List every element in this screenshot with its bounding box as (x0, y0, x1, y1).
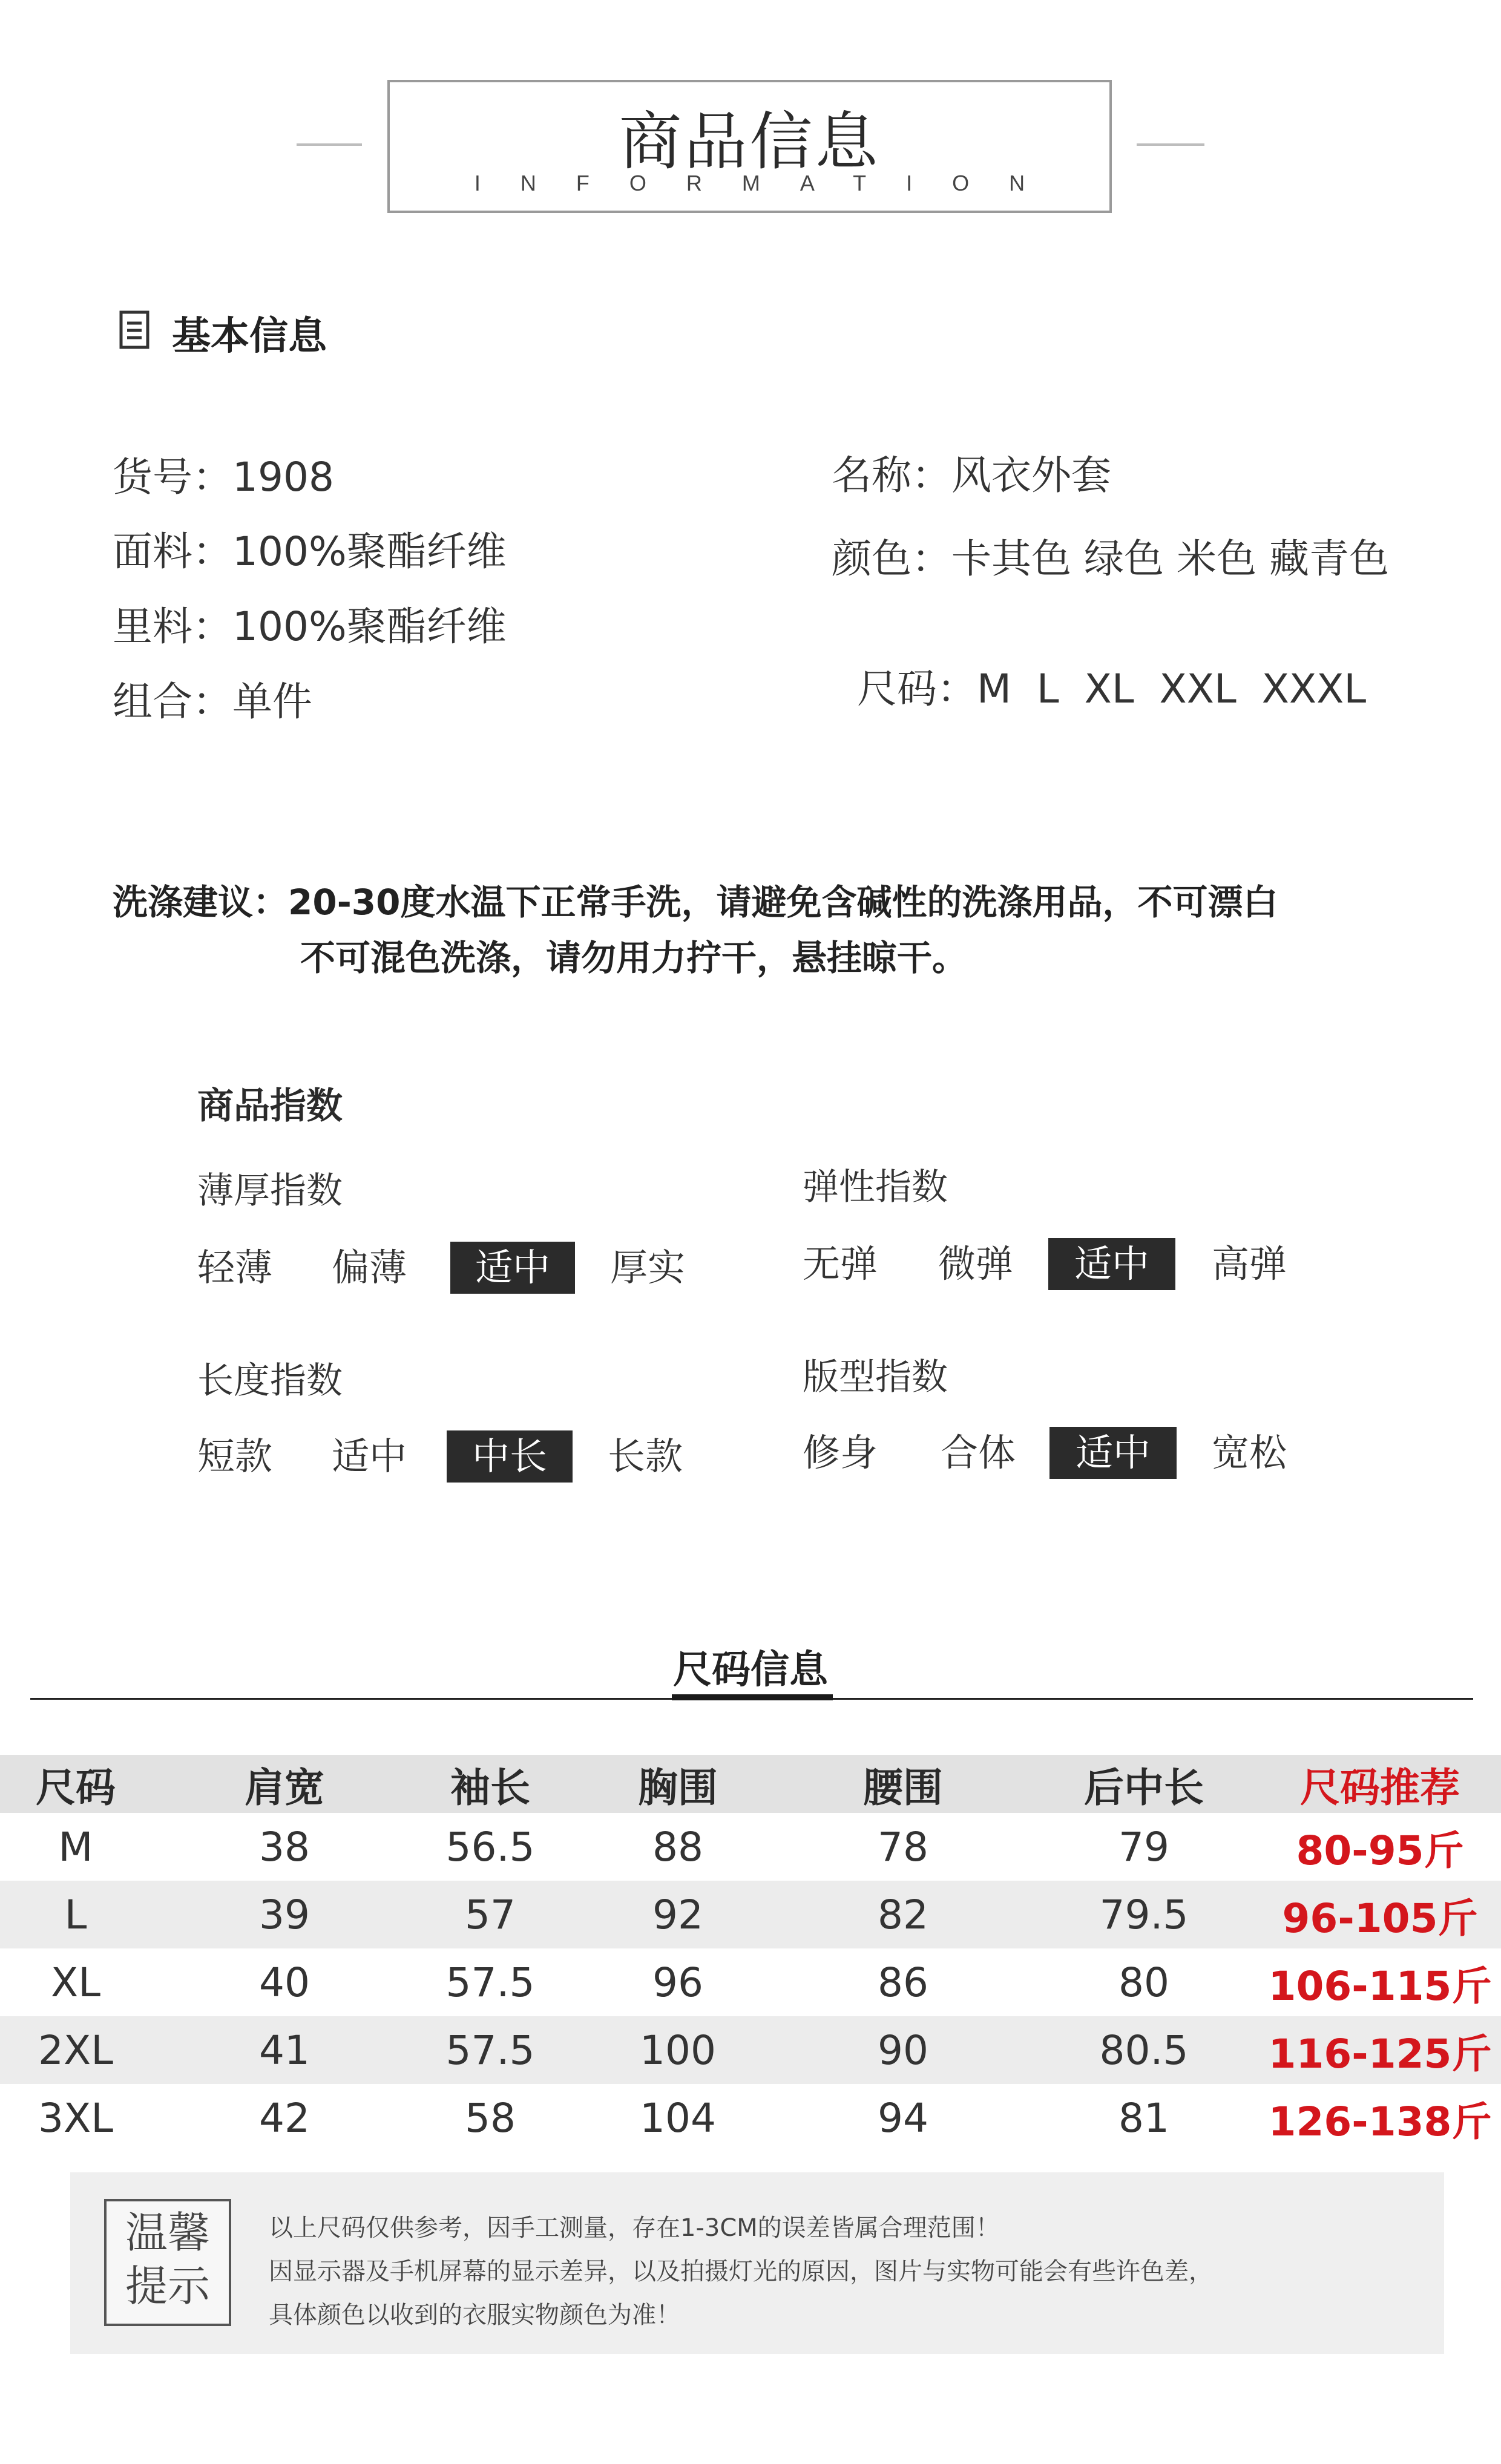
info-label: 尺码： (856, 666, 977, 712)
table-cell-recommend: 106-115斤 (1268, 1962, 1492, 2010)
info-label: 颜色： (832, 536, 951, 582)
table-header-cell-recommend: 尺码推荐 (1300, 1764, 1460, 1811)
info-item-lining (113, 594, 507, 652)
info-value: M L XL XXL XXXL (976, 666, 1367, 712)
size-info-title: 尺码信息 (673, 1648, 828, 1692)
table-cell: 57 (465, 1891, 516, 1938)
table-cell: 81 (1118, 2094, 1169, 2141)
document-icon (119, 310, 150, 350)
info-value: 风衣外套 (951, 452, 1111, 499)
index-option: 无弹 (803, 1242, 878, 1286)
table-cell: 2XL (38, 2027, 113, 2074)
table-cell: 39 (259, 1891, 310, 1938)
wash-label: 洗涤建议： (113, 882, 289, 923)
table-header-cell: 尺码 (36, 1764, 116, 1811)
table-cell-recommend: 80-95斤 (1296, 1827, 1464, 1874)
info-value: 100%聚酯纤维 (232, 528, 507, 575)
table-cell: 94 (878, 2094, 928, 2141)
index-option: 微弹 (938, 1242, 1014, 1286)
table-row (0, 2016, 1501, 2084)
size-table-header (0, 1755, 1501, 1813)
warm-tip-line: 具体颜色以收到的衣服实物颜色为准！ (269, 2301, 680, 2329)
index-option: 宽松 (1212, 1430, 1287, 1475)
warm-tip-line: 因显示器及手机屏幕的显示差异，以及拍摄灯光的原因，图片与实物可能会有些许色差， (269, 2258, 1213, 2285)
table-header-cell: 袖长 (450, 1764, 530, 1811)
info-item-fabric (113, 519, 507, 577)
table-header-cell: 胸围 (638, 1764, 718, 1811)
index-title: 商品指数 (197, 1085, 343, 1127)
table-cell: 92 (652, 1891, 703, 1938)
table-cell-recommend: 126-138斤 (1268, 2098, 1492, 2145)
table-cell: 96 (652, 1959, 703, 2006)
table-cell: 57.5 (445, 1959, 535, 2006)
table-cell: 79.5 (1099, 1891, 1189, 1938)
table-cell: 56.5 (445, 1823, 535, 1870)
basic-info-title: 基本信息 (172, 314, 327, 359)
table-cell: 38 (259, 1823, 310, 1870)
info-item-sku (113, 445, 334, 502)
index-option: 长款 (608, 1434, 683, 1478)
index-name-fit: 版型指数 (803, 1356, 948, 1398)
table-cell: M (58, 1823, 93, 1870)
info-value: 卡其色 绿色 米色 藏青色 (951, 536, 1389, 582)
index-option: 修身 (803, 1430, 878, 1475)
table-cell: 58 (465, 2094, 516, 2141)
table-cell: 78 (878, 1823, 928, 1870)
info-label: 面料： (113, 528, 232, 575)
table-cell: 86 (878, 1959, 928, 2006)
table-row (0, 1813, 1501, 1881)
warm-tip-label (104, 2199, 231, 2326)
info-label: 名称： (832, 452, 951, 499)
table-header-cell: 后中长 (1084, 1764, 1204, 1811)
index-option: 短款 (197, 1434, 273, 1478)
table-cell: 57.5 (445, 2027, 535, 2074)
table-cell: 82 (878, 1891, 928, 1938)
table-cell: 3XL (38, 2094, 113, 2141)
table-header-cell: 肩宽 (245, 1764, 324, 1811)
header-line-right (1137, 143, 1204, 146)
table-cell-recommend: 116-125斤 (1268, 2030, 1492, 2077)
index-option: 轻薄 (197, 1245, 273, 1289)
index-name-elasticity: 弹性指数 (803, 1166, 948, 1208)
index-name-length: 长度指数 (197, 1360, 343, 1402)
index-option-selected: 适中 (1048, 1238, 1175, 1290)
table-cell: XL (51, 1959, 100, 2006)
index-option: 高弹 (1212, 1242, 1287, 1286)
table-cell: 42 (259, 2094, 310, 2141)
table-cell: 80.5 (1099, 2027, 1189, 2074)
info-label: 货号： (113, 454, 232, 500)
table-cell: 88 (652, 1823, 703, 1870)
info-item-color (832, 526, 1389, 584)
table-cell-recommend: 96-105斤 (1282, 1895, 1478, 1942)
header-line-left (297, 143, 362, 146)
index-option: 厚实 (610, 1245, 686, 1289)
index-name-thickness: 薄厚指数 (197, 1170, 343, 1212)
table-cell: L (64, 1891, 87, 1938)
page-title: 商品信息 (619, 105, 881, 179)
table-cell: 104 (640, 2094, 716, 2141)
warm-tip-label-line1: 温馨 (125, 2208, 210, 2258)
index-option-selected: 适中 (450, 1242, 575, 1294)
info-value: 1908 (232, 454, 334, 500)
warm-tip-line: 以上尺码仅供参考，因手工测量，存在1-3CM的误差皆属合理范围！ (269, 2214, 1000, 2242)
table-cell: 100 (640, 2027, 716, 2074)
wash-line-2: 不可混色洗涤，请勿用力拧干，悬挂晾干。 (300, 937, 968, 978)
info-item-combination (113, 669, 312, 727)
index-option: 合体 (941, 1430, 1016, 1475)
wash-text-1: 20-30度水温下正常手洗，请避免含碱性的洗涤用品，不可漂白 (288, 882, 1278, 923)
table-cell: 90 (878, 2027, 928, 2074)
info-label: 组合： (113, 678, 232, 725)
warm-tip-label-line2: 提示 (125, 2261, 210, 2311)
info-value: 100%聚酯纤维 (232, 603, 507, 650)
index-option: 适中 (332, 1434, 407, 1478)
table-header-cell: 腰围 (863, 1764, 943, 1811)
info-item-size (832, 610, 1366, 714)
warm-tip-box (70, 2172, 1444, 2354)
wash-line-1 (113, 874, 1278, 925)
table-cell: 80 (1118, 1959, 1169, 2006)
index-option: 偏薄 (332, 1245, 407, 1289)
page-subtitle: INFORMATION (474, 171, 1065, 195)
info-value: 单件 (232, 678, 312, 725)
header-box (387, 80, 1112, 213)
table-row (0, 2084, 1501, 2152)
table-cell: 40 (259, 1959, 310, 2006)
index-option-selected: 中长 (447, 1430, 573, 1483)
info-label: 里料： (113, 603, 232, 650)
index-option-selected: 适中 (1049, 1427, 1177, 1479)
table-row (0, 1881, 1501, 1948)
info-item-name (832, 443, 1111, 500)
table-row (0, 1948, 1501, 2016)
table-cell: 79 (1118, 1823, 1169, 1870)
size-title-underline (672, 1694, 833, 1700)
table-cell: 41 (259, 2027, 310, 2074)
